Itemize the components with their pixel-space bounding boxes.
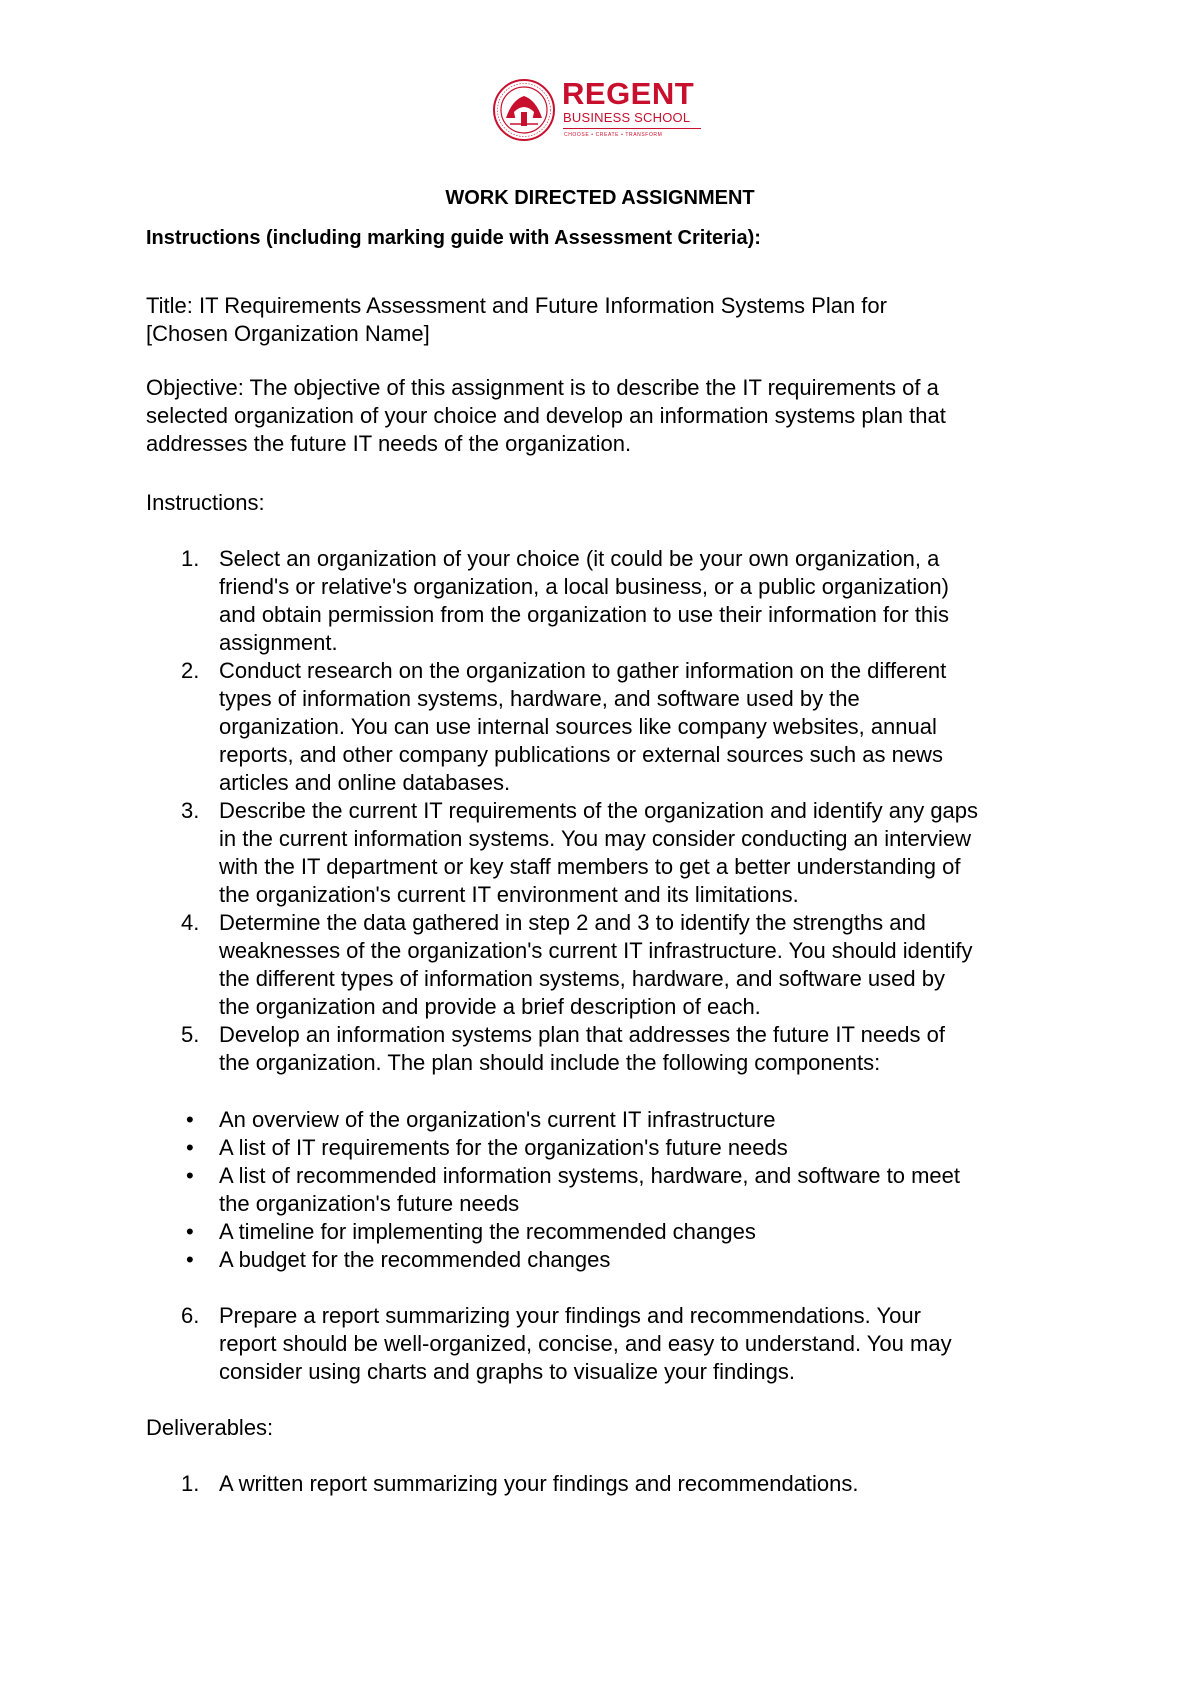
list-item [146, 1162, 1076, 1218]
bullet-line: A budget for the recommended changes [219, 1247, 611, 1272]
step-line: and obtain permission from the organization to use their information for this [219, 602, 950, 627]
step-line: Select an organization of your choice (it could be your own organization, a [219, 546, 940, 571]
objective-line: selected organization of your choice and develop an information systems plan that [146, 403, 946, 428]
step-line: in the current information systems. You may consider conducting an interview [219, 826, 972, 851]
list-item [146, 1021, 1076, 1077]
bullet-icon: • [186, 1219, 194, 1244]
instructions-heading: Instructions (including marking guide with Assessment Criteria): [146, 227, 761, 249]
step-line: articles and online databases. [219, 770, 511, 795]
bullet-icon: • [186, 1247, 194, 1272]
bullet-icon: • [186, 1107, 194, 1132]
list-item [146, 1106, 1076, 1134]
step-number: 3. [181, 798, 200, 823]
deliverable-line: A written report summarizing your findings and recommendations. [219, 1471, 859, 1496]
logo-subtitle: BUSINESS SCHOOL [563, 110, 691, 125]
list-item [146, 1302, 1076, 1386]
list-item [146, 1470, 1076, 1498]
step-line: weaknesses of the organization's current IT infrastructure. You should identify [219, 938, 973, 963]
list-item [146, 1246, 1076, 1274]
list-item [146, 1218, 1076, 1246]
step-line: the organization's current IT environment and its limitations. [219, 882, 799, 907]
steps-list-continued [146, 1302, 1076, 1386]
bullet-line: An overview of the organization's current IT infrastructure [219, 1107, 776, 1132]
title-line: Title: IT Requirements Assessment and Future Information Systems Plan for [146, 293, 887, 318]
bullet-line: A list of IT requirements for the organization's future needs [219, 1135, 788, 1160]
objective-paragraph [146, 374, 1066, 458]
step-line: report should be well-organized, concise, and easy to understand. You may [219, 1331, 952, 1356]
step-line: reports, and other company publications or external sources such as news [219, 742, 943, 767]
instructions-label: Instructions: [146, 490, 265, 515]
logo-tagline: CHOOSE • CREATE • TRANSFORM [564, 132, 663, 138]
step-number: 4. [181, 910, 200, 935]
regent-logo [492, 78, 702, 146]
step-line: the organization. The plan should include the following components: [219, 1050, 881, 1075]
step-line: with the IT department or key staff members to get a better understanding of [219, 854, 961, 879]
bullet-line: the organization's future needs [219, 1191, 520, 1216]
bullet-icon: • [186, 1135, 194, 1160]
step-line: Develop an information systems plan that addresses the future IT needs of [219, 1022, 945, 1047]
assignment-title [146, 292, 1066, 348]
list-item [146, 1134, 1076, 1162]
step-line: Describe the current IT requirements of the organization and identify any gaps [219, 798, 979, 823]
bullet-line: A timeline for implementing the recommended changes [219, 1219, 756, 1244]
deliverables-label: Deliverables: [146, 1415, 274, 1440]
step-number: 5. [181, 1022, 200, 1047]
title-line: [Chosen Organization Name] [146, 321, 430, 346]
step-line: the different types of information systems, hardware, and software used by [219, 966, 945, 991]
step-line: friend's or relative's organization, a local business, or a public organization) [219, 574, 949, 599]
bullet-line: A list of recommended information systems, hardware, and software to meet [219, 1163, 960, 1188]
step-line: the organization and provide a brief description of each. [219, 994, 761, 1019]
step-line: assignment. [219, 630, 338, 655]
objective-line: addresses the future IT needs of the organization. [146, 431, 632, 456]
step-number: 6. [181, 1303, 200, 1328]
step-line: consider using charts and graphs to visualize your findings. [219, 1359, 795, 1384]
step-line: Conduct research on the organization to gather information on the different [219, 658, 947, 683]
step-line: types of information systems, hardware, and software used by the [219, 686, 860, 711]
logo-divider [563, 128, 701, 129]
step-number: 1. [181, 1471, 200, 1496]
bullet-icon: • [186, 1163, 194, 1188]
list-item [146, 797, 1076, 909]
page-title: WORK DIRECTED ASSIGNMENT [445, 187, 755, 209]
regent-seal-icon [492, 78, 556, 142]
list-item [146, 657, 1076, 797]
step-line: Prepare a report summarizing your findings and recommendations. Your [219, 1303, 921, 1328]
components-list [146, 1106, 1076, 1274]
list-item [146, 909, 1076, 1021]
step-number: 1. [181, 546, 200, 571]
logo-name: REGENT [562, 76, 695, 111]
step-line: Determine the data gathered in step 2 and 3 to identify the strengths and [219, 910, 926, 935]
steps-list [146, 545, 1076, 1077]
deliverables-list [146, 1470, 1076, 1498]
objective-line: Objective: The objective of this assignment is to describe the IT requirements of a [146, 375, 939, 400]
step-number: 2. [181, 658, 200, 683]
step-line: organization. You can use internal sources like company websites, annual [219, 714, 937, 739]
list-item [146, 545, 1076, 657]
